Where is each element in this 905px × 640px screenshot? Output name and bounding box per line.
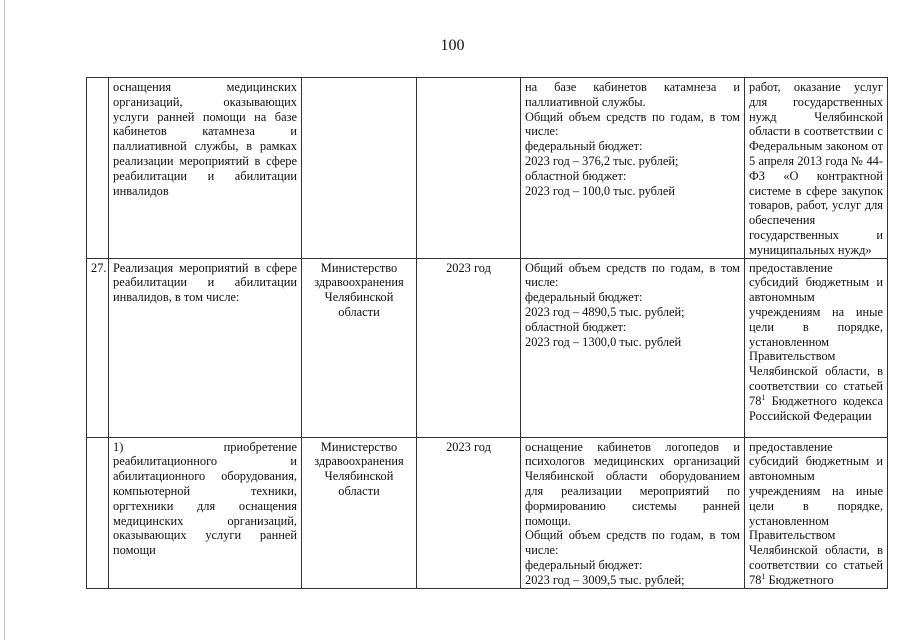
mechanism	[745, 78, 888, 259]
funding-line: 2023 год – 1300,0 тыс. рублей	[525, 334, 682, 349]
period: 2023 год	[417, 258, 521, 437]
row-number: 27.	[87, 258, 109, 437]
table-row	[87, 258, 888, 437]
funding-line: федеральный бюджет:	[525, 557, 643, 572]
funding-cell	[521, 437, 745, 588]
period: 2023 год	[417, 437, 521, 588]
mechanism	[745, 437, 888, 588]
superscript: 1	[761, 571, 766, 581]
funding-line: Общий объем средств по годам, в том числе:	[525, 528, 740, 558]
row-number	[87, 78, 109, 259]
funding-line: 2023 год – 4890,5 тыс. рублей;	[525, 304, 685, 319]
funding-line: 2023 год – 3009,5 тыс. рублей;	[525, 572, 685, 587]
activity-name: Реализация мероприятий в сфере реабилитации и абилитации инвалидов, в том числе:	[109, 258, 302, 437]
table-row	[87, 78, 888, 259]
funding-line: Общий объем средств по годам, в том числе:	[525, 109, 740, 139]
activity-name: 1) приобретение реабилитационного и абилитационного оборудования, компьютерной техники, оргтехники для оснащения медицинских организаций, оказывающих услуги ранней помощи	[109, 437, 302, 588]
funding-cell	[521, 258, 745, 437]
executor	[302, 78, 417, 259]
mechanism-tail: Бюджетного	[765, 572, 834, 587]
executor: Министерство здравоохранения Челябинской области	[302, 258, 417, 437]
executor: Министерство здравоохранения Челябинской области	[302, 437, 417, 588]
program-table	[86, 77, 888, 589]
page-edge-line	[4, 0, 5, 640]
funding-line: областной бюджет:	[525, 168, 627, 183]
mechanism-text: предоставление субсидий бюджетным и автономным учреждениям на иные цели в порядке, установленном Правительством Челябинской области, в соответствии со статьей 78	[749, 439, 883, 587]
table-row	[87, 437, 888, 588]
period	[417, 78, 521, 259]
funding-line: 2023 год – 100,0 тыс. рублей	[525, 183, 675, 198]
row-number	[87, 437, 109, 588]
mechanism-text: предоставление субсидий бюджетным и автономным учреждениям на иные цели в порядке, установленном Правительством Челябинской области, в соответствии со статьей 78	[749, 260, 883, 408]
funding-line: оснащение кабинетов логопедов и психологов медицинских организаций Челябинской области оборудованием для реализации мероприятий по формированию системы ранней помощи.	[525, 439, 740, 528]
funding-line: федеральный бюджет:	[525, 290, 643, 305]
mechanism	[745, 258, 888, 437]
superscript: 1	[761, 392, 766, 402]
funding-line: на базе кабинетов катамнеза и паллиативной службы.	[525, 80, 740, 109]
funding-line: областной бюджет:	[525, 319, 627, 334]
funding-line: 2023 год – 376,2 тыс. рублей;	[525, 153, 679, 168]
activity-name: оснащения медицинских организаций, оказывающих услуги ранней помощи на базе кабинетов катамнеза и паллиативной службы, в рамках реализации мероприятий в сфере реабилитации и абилитации инвалидов	[109, 78, 302, 259]
funding-line: Общий объем средств по годам, в том числе:	[525, 260, 740, 290]
funding-cell	[521, 78, 745, 259]
funding-line: федеральный бюджет:	[525, 139, 643, 154]
mechanism-tail: Бюджетного кодекса Российской Федерации	[749, 393, 883, 423]
page-number: 100	[440, 37, 465, 54]
mechanism-text: работ, оказание услуг для государственных нужд Челябинской области в соответствии с Федеральным законом от 5 апреля 2013 года № 44-ФЗ «О контрактной системе в сфере закупок товаров, работ, услуг для обеспечения государственных и муниципальных нужд»	[749, 80, 883, 257]
